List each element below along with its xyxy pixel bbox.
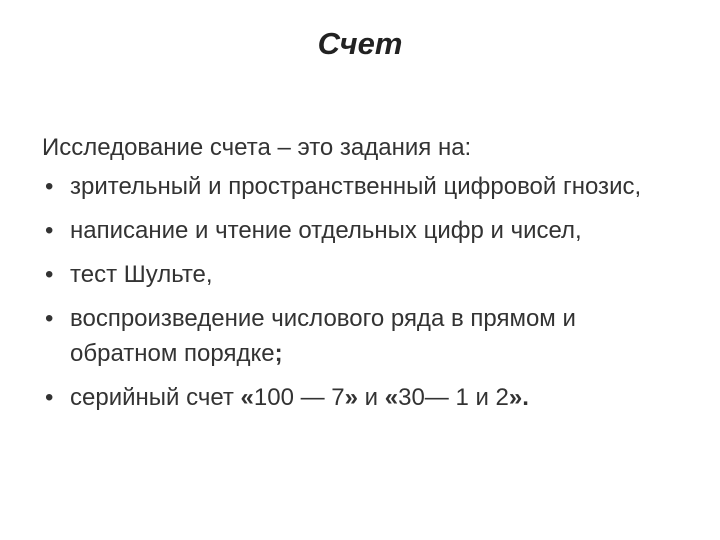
bullet-icon: • — [45, 261, 54, 288]
quote-open-mark: « — [240, 384, 254, 411]
list-item-text: написание и чтение отдельных цифр и чисел, — [70, 217, 582, 244]
list-item-text-middle: и — [357, 384, 385, 411]
list-item — [42, 301, 682, 371]
intro-text: Исследование счета – это задания на: — [42, 134, 472, 161]
quoted-text: 30— 1 и 2 — [398, 384, 509, 411]
list-item-text: зрительный и пространственный цифровой гнозис, — [70, 173, 642, 200]
quote-open-mark: « — [384, 384, 399, 411]
quote-close-mark: » — [508, 384, 523, 411]
list-item-text: тест Шульте, — [70, 261, 213, 288]
list-item — [42, 257, 682, 292]
quote-close-mark: » — [344, 384, 358, 411]
bullet-icon: • — [45, 173, 54, 200]
list-item-end-mark: . — [522, 384, 529, 411]
bullet-icon: • — [45, 384, 54, 411]
slide-body — [42, 130, 682, 424]
list-item-suffix: ; — [274, 340, 283, 367]
quoted-text: 100 — 7 — [253, 384, 345, 411]
slide-title: Счет — [317, 26, 403, 61]
bullet-icon: • — [45, 217, 54, 244]
bullet-list — [42, 169, 682, 415]
list-item-text: воспроизведение числового ряда в прямом и обратном порядке — [70, 305, 576, 367]
bullet-icon: • — [45, 305, 54, 332]
list-item-text-prefix: серийный счет — [70, 384, 241, 411]
list-item — [42, 380, 682, 415]
list-item — [42, 169, 682, 204]
list-item — [42, 213, 682, 248]
